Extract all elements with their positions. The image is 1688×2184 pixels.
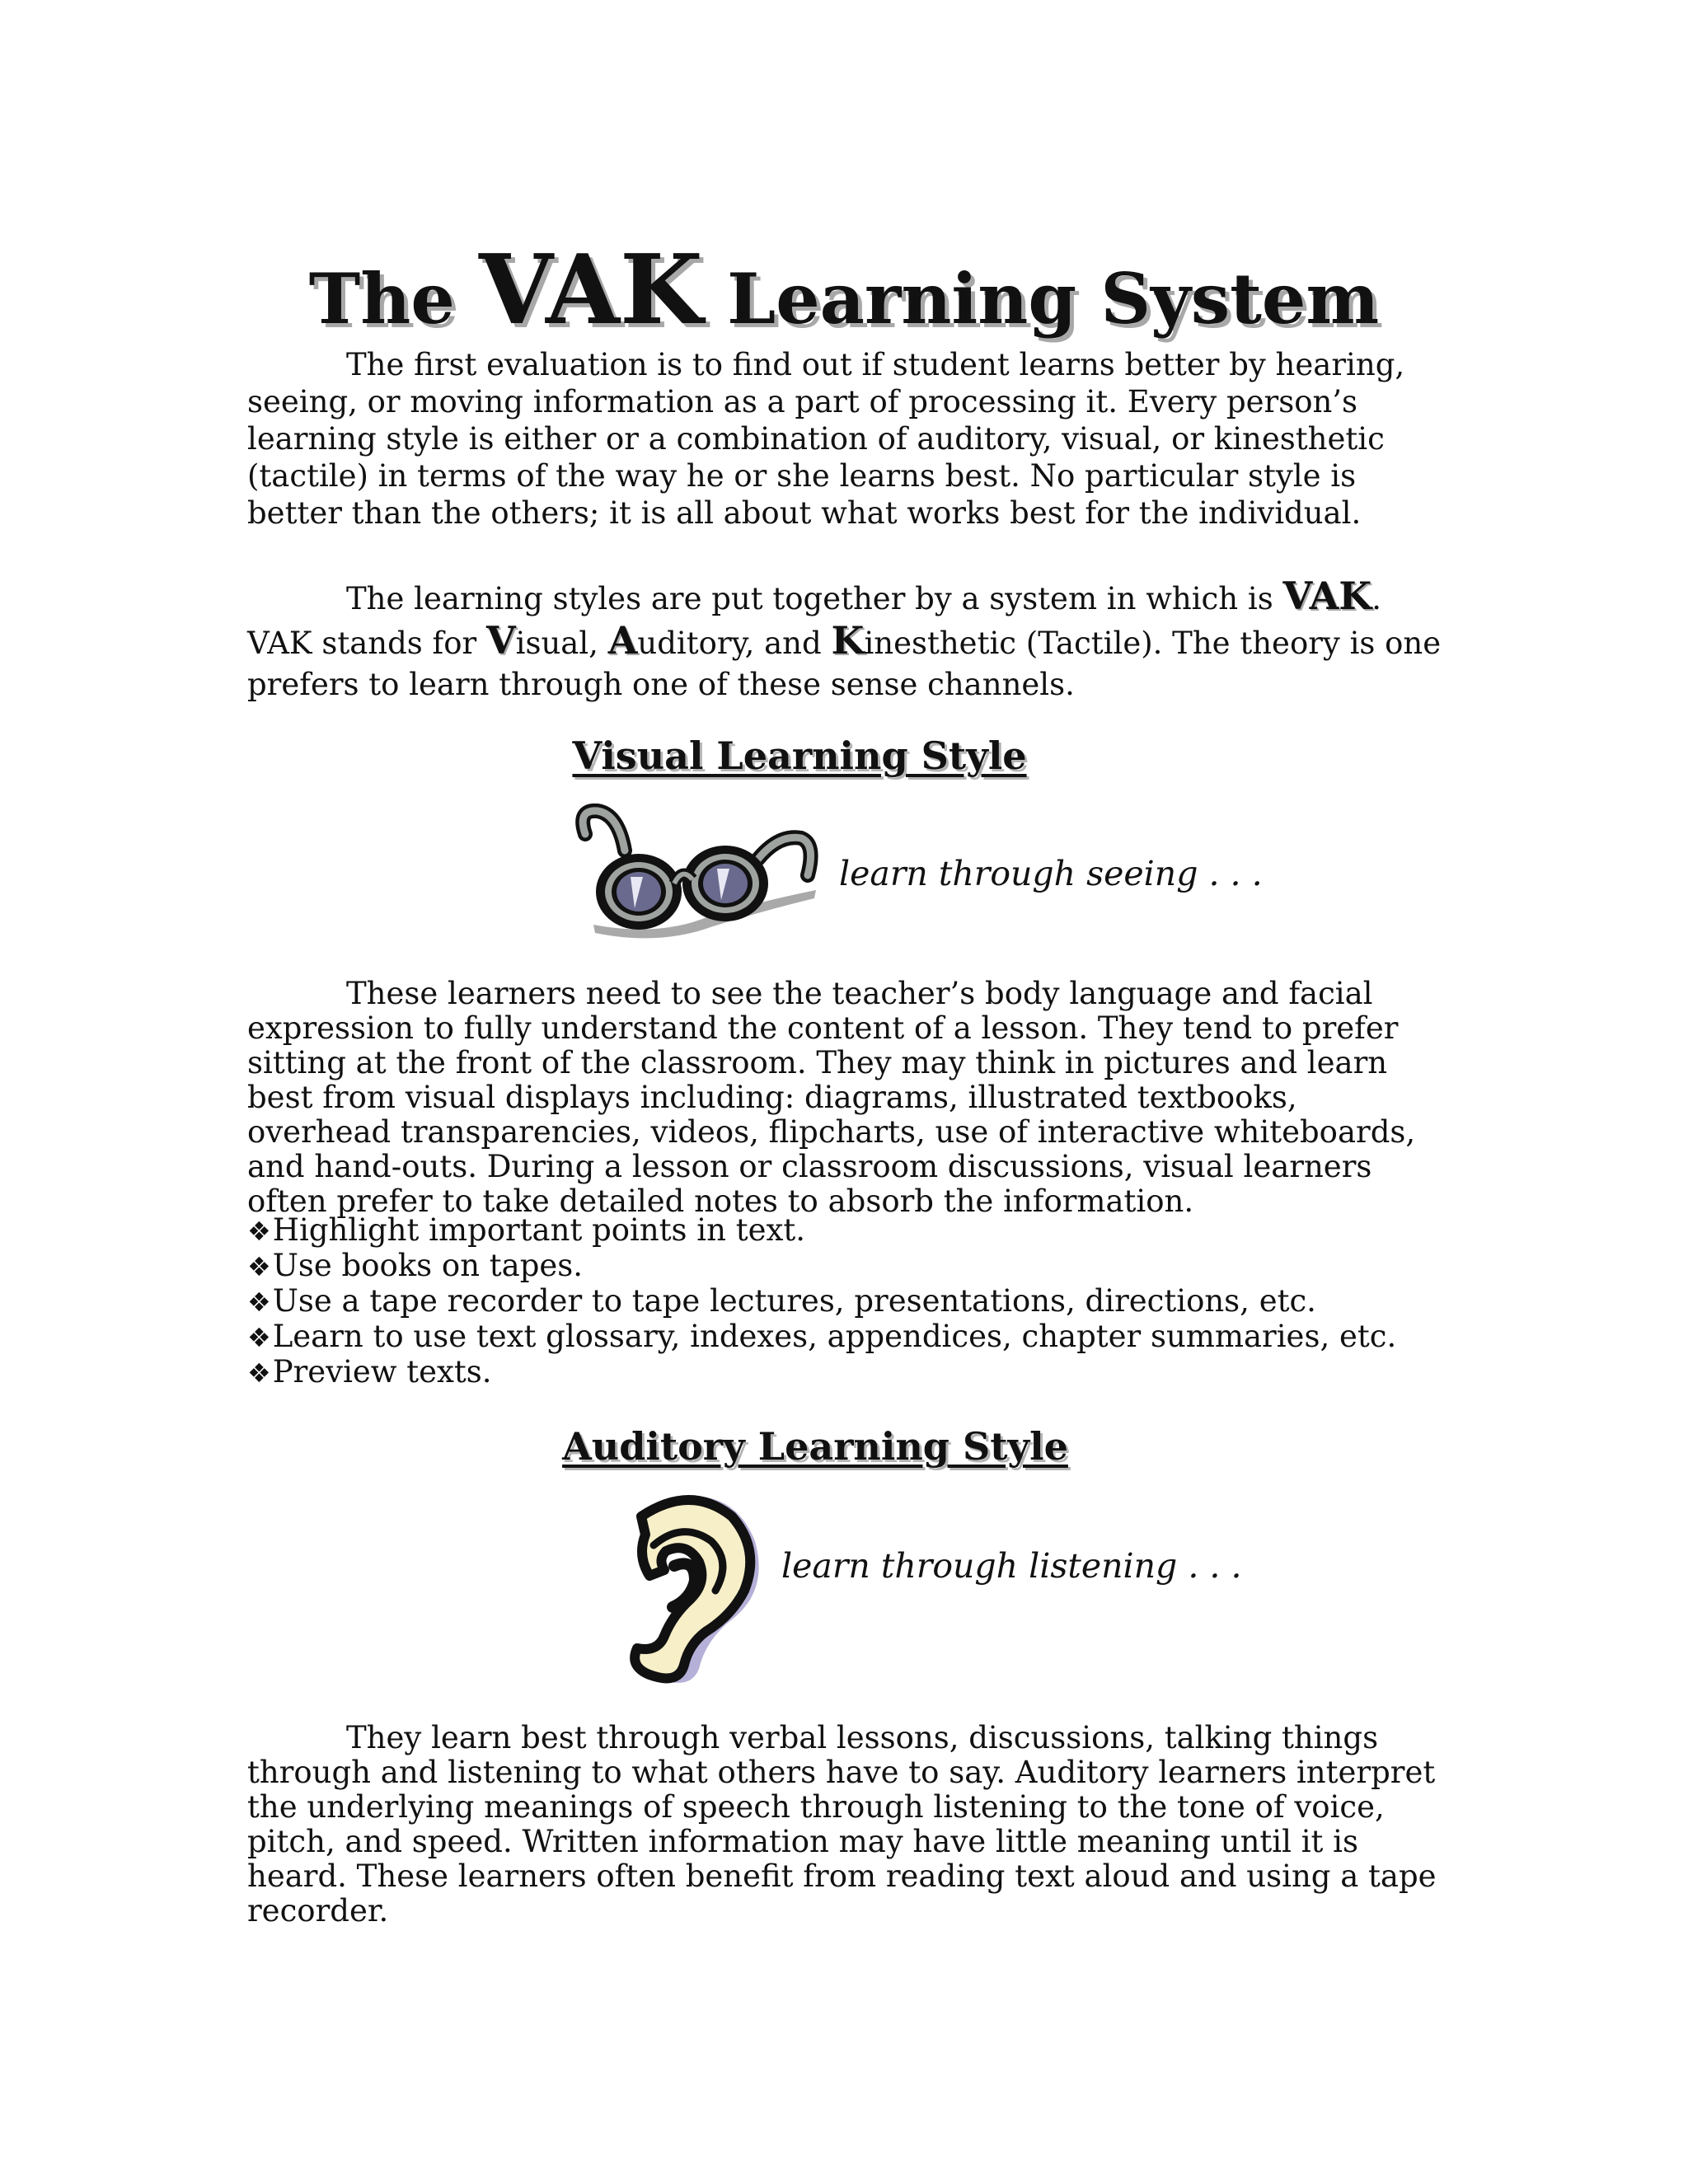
vak-lead: The learning styles are put together by a system in which is <box>346 581 1283 616</box>
a-capital: A <box>607 618 638 663</box>
v-rest: isual, <box>515 626 608 661</box>
visual-heading: Visual Learning Style <box>572 733 1027 778</box>
intro-paragraph: The first evaluation is to find out if student learns better by hearing, seeing, or moving information as a part of processing it. Every person’s learning style is either or a combination of auditory, visual, or kinesthetic (tactile) in terms of the way he or she learns best. No particular style is better than the others; it is all about what works best for the individual. <box>247 347 1405 531</box>
list-item: ❖Preview texts. <box>247 1354 492 1390</box>
list-item: ❖Use a tape recorder to tape lectures, presentations, directions, etc. <box>247 1283 1316 1319</box>
page-title <box>0 234 1688 347</box>
diamond-bullet-icon: ❖ <box>247 1251 271 1282</box>
diamond-bullet-icon: ❖ <box>247 1286 271 1318</box>
vak-emphasis: VAK <box>1282 574 1372 618</box>
list-item: ❖Highlight important points in text. <box>247 1212 805 1248</box>
k-rest: inesthetic (Tactile). The theory is one prefers to learn through one of these sense channels. <box>247 626 1442 702</box>
auditory-tagline: learn through listening . . . <box>781 1546 1242 1586</box>
vak-mid: . VAK stands for <box>247 581 1382 661</box>
ear-icon <box>608 1483 773 1690</box>
list-item: ❖Use books on tapes. <box>247 1248 584 1283</box>
auditory-heading: Auditory Learning Style <box>562 1424 1068 1469</box>
visual-tagline: learn through seeing . . . <box>839 854 1263 893</box>
list-item: ❖Learn to use text glossary, indexes, appendices, chapter summaries, etc. <box>247 1319 1397 1354</box>
diamond-bullet-icon: ❖ <box>247 1357 271 1389</box>
visual-paragraph: These learners need to see the teacher’s body language and facial expression to fully understand the content of a lesson. They tend to prefer sitting at the front of the classroom. They may think in pictures and learn best from visual displays including: diagrams, illustrated textbooks, overhead transparencies, videos, flipcharts, use of interactive whiteboards, and hand-outs. During a lesson or classroom discussions, visual learners often prefer to take detailed notes to absorb the information. <box>247 976 1416 1219</box>
diamond-bullet-icon: ❖ <box>247 1216 271 1247</box>
diamond-bullet-icon: ❖ <box>247 1322 271 1353</box>
title-suffix: Learning System <box>727 258 1380 340</box>
v-capital: V <box>485 618 516 663</box>
vak-paragraph <box>247 575 1442 705</box>
title-prefix: The <box>308 258 455 340</box>
a-rest: uditory, and <box>637 626 832 661</box>
auditory-paragraph: They learn best through verbal lessons, discussions, talking things through and listening to what others have to say. Auditory learners interpret the underlying meanings of speech through listening to the tone of voice, pitch, and speed. Written information may have little meaning until it is heard. These learners often benefit from reading text aloud and using a tape recorder. <box>247 1720 1437 1929</box>
visual-tips-list <box>247 1213 1396 1390</box>
title-emphasis: VAK <box>479 234 703 347</box>
eyeglasses-icon <box>560 801 824 941</box>
k-capital: K <box>831 618 865 663</box>
